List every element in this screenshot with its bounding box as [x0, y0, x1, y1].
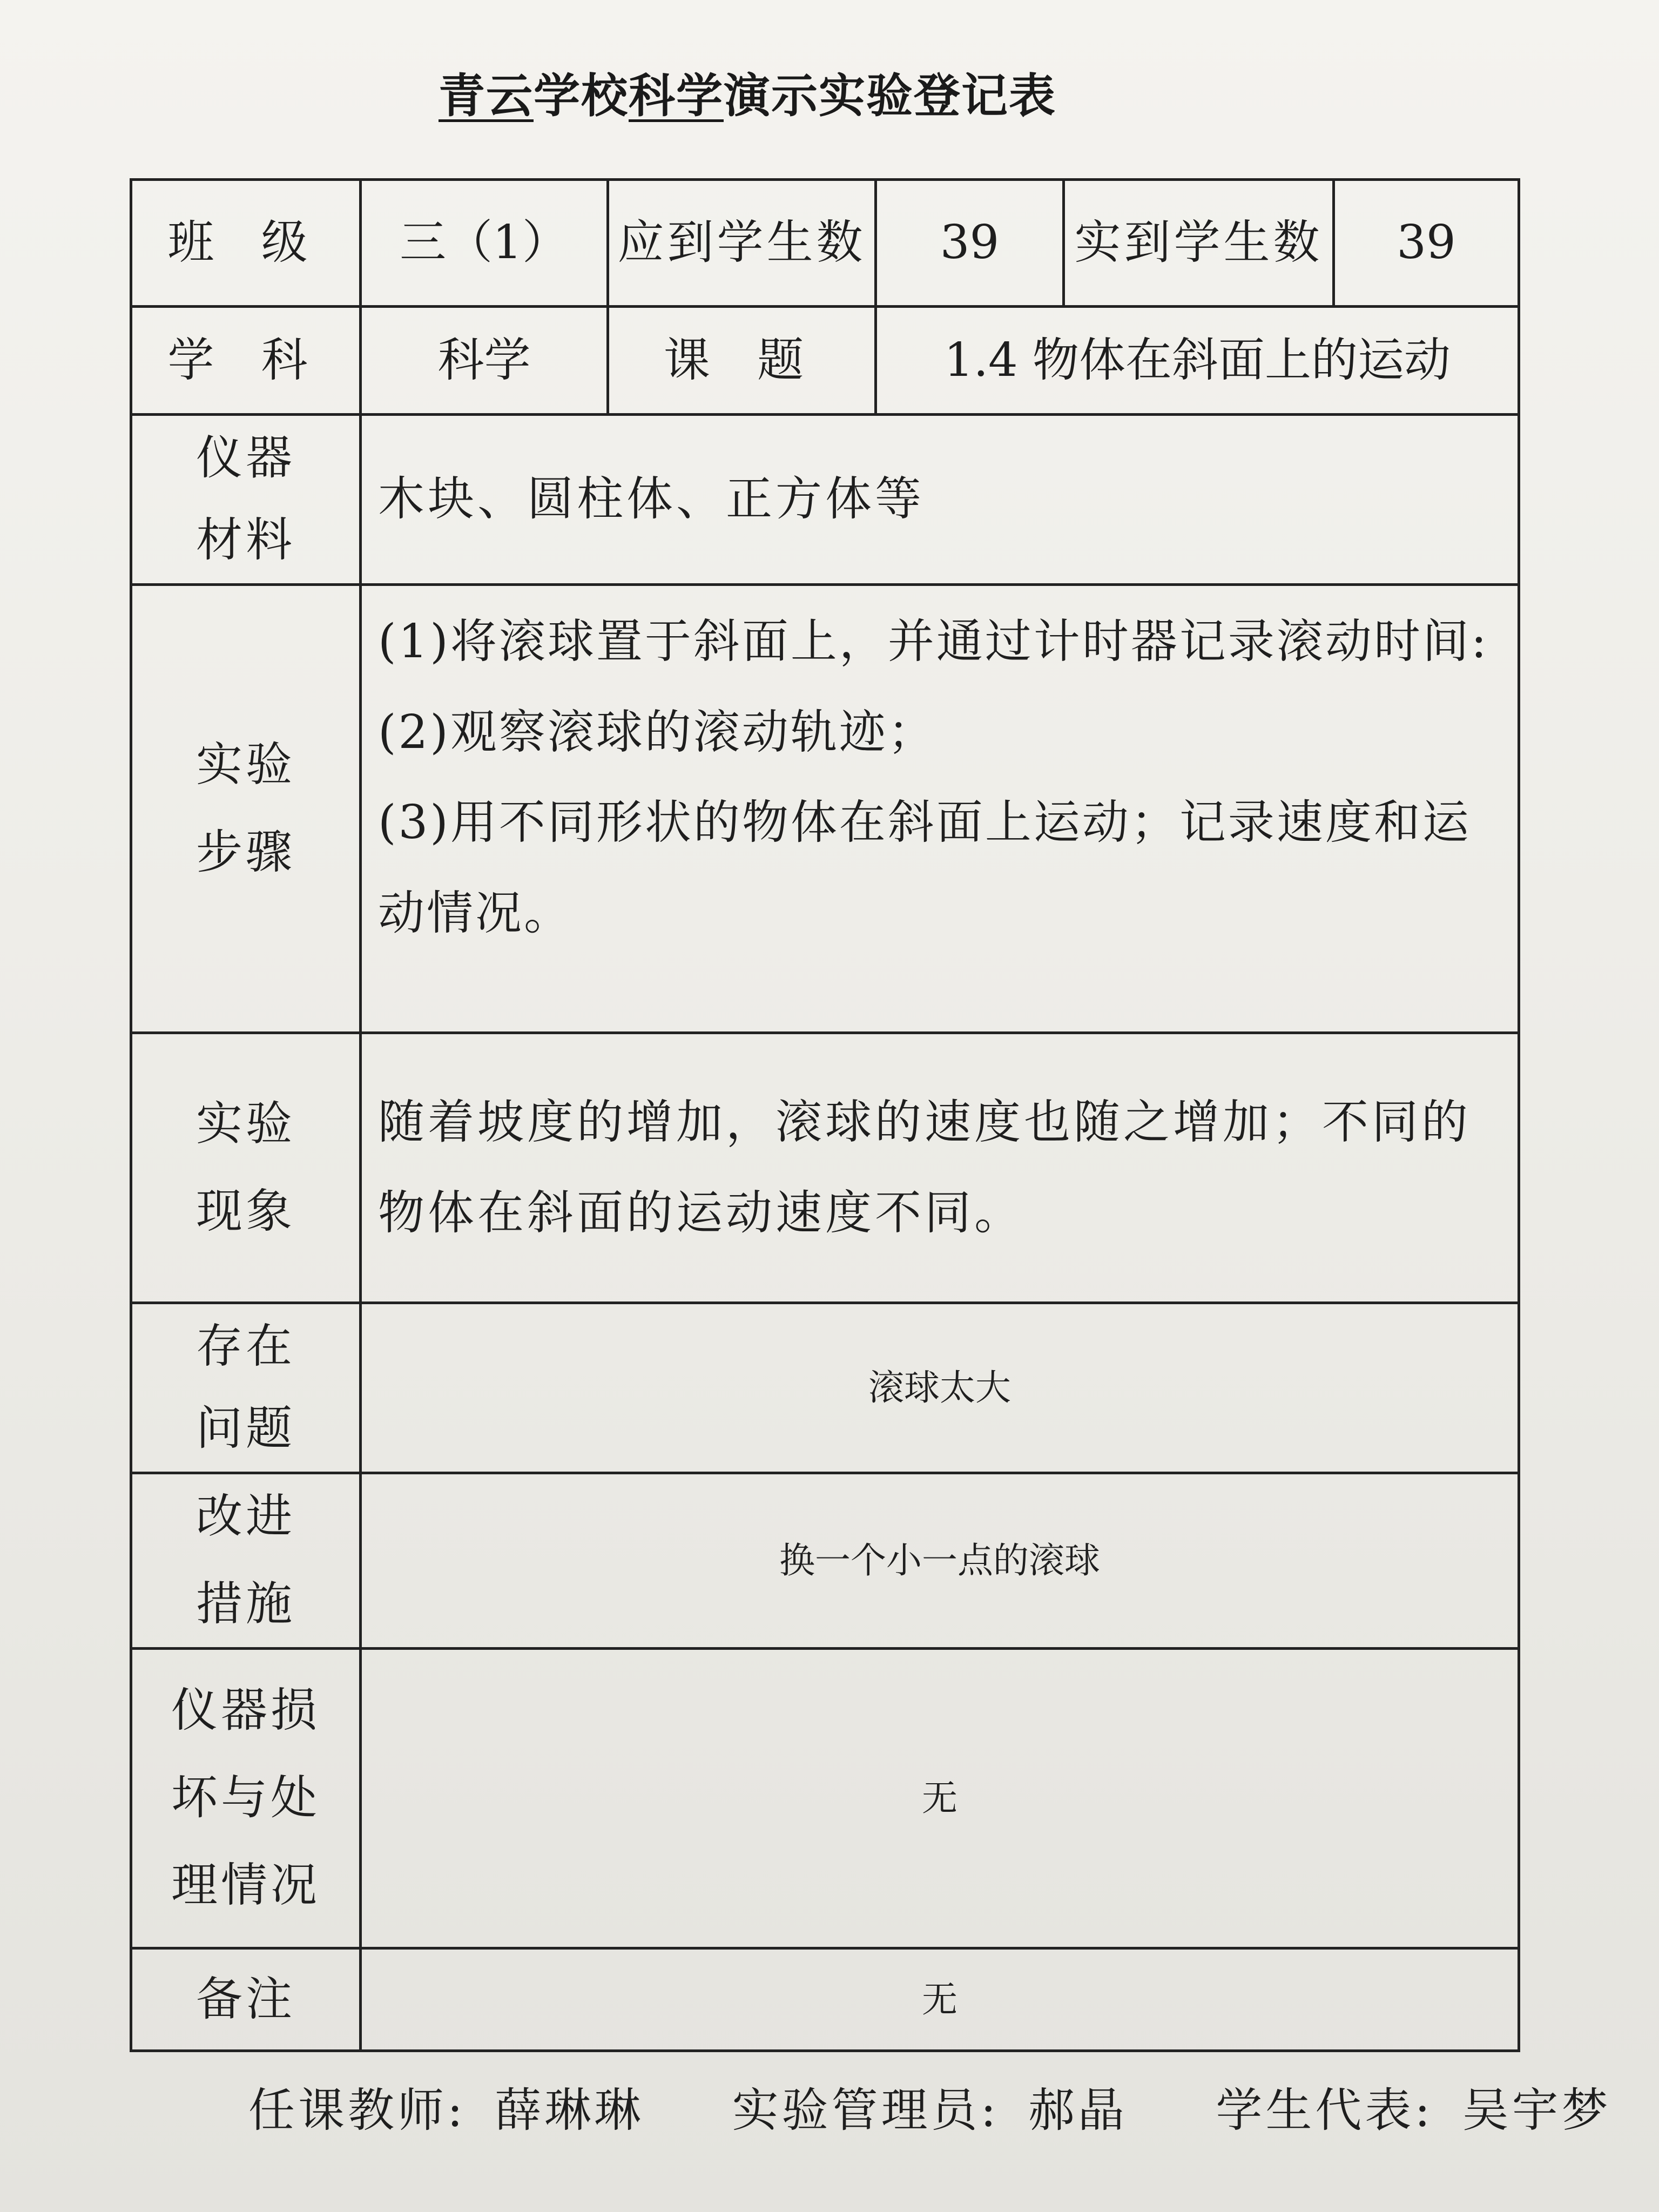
improvements-label-line2: 措施 — [196, 1577, 295, 1631]
student-rep-label: 学生代表: — [1216, 2083, 1434, 2137]
teacher-name: 薛琳琳 — [495, 2083, 644, 2137]
class-value: 三（1） — [361, 180, 608, 307]
lab-admin-label: 实验管理员: — [732, 2083, 1000, 2137]
topic-label: 课 题 — [608, 307, 876, 415]
step-item-1: (1)将滚球置于斜面上，并通过计时器记录滚动时间: — [378, 615, 1489, 669]
steps-label-line2: 步骤 — [196, 825, 295, 879]
remarks-value: 无 — [361, 1948, 1519, 2051]
teacher-label: 任课教师: — [248, 2083, 466, 2137]
problems-label — [131, 1303, 361, 1473]
problems-label-line1: 存在 — [196, 1319, 295, 1374]
phenomenon-label-line1: 实验 — [196, 1096, 295, 1151]
problems-value: 滚球太大 — [361, 1303, 1519, 1473]
damage-label-line1: 仪器损 — [171, 1683, 320, 1738]
topic-value: 1.4 物体在斜面上的运动 — [876, 307, 1519, 415]
steps-list — [361, 585, 1519, 1033]
expected-students-value: 39 — [876, 180, 1064, 307]
materials-row — [131, 415, 1519, 585]
lab-admin-name: 郝晶 — [1028, 2083, 1128, 2137]
phenomenon-row — [131, 1033, 1519, 1303]
damage-row — [131, 1649, 1519, 1948]
improvements-row — [131, 1473, 1519, 1649]
materials-label-line1: 仪器 — [196, 431, 295, 485]
actual-students-label: 实到学生数 — [1064, 180, 1334, 307]
expected-students-label: 应到学生数 — [608, 180, 876, 307]
step-item-3: (3)用不同形状的物体在斜面上运动；记录速度和运动情况。 — [378, 795, 1471, 941]
title-suffix: 演示实验登记表 — [724, 69, 1056, 123]
remarks-label: 备注 — [131, 1948, 361, 2051]
actual-students-value: 39 — [1334, 180, 1519, 307]
subject-row — [131, 307, 1519, 415]
materials-value: 木块、圆柱体、正方体等 — [361, 415, 1519, 585]
materials-label-line2: 材料 — [196, 513, 295, 567]
registration-table — [130, 178, 1520, 2052]
title-school-word: 学校 — [534, 69, 629, 123]
steps-label-line1: 实验 — [196, 737, 295, 792]
steps-label — [131, 585, 361, 1033]
damage-label-line2: 坏与处 — [171, 1771, 320, 1825]
class-row — [131, 180, 1519, 307]
problems-row — [131, 1303, 1519, 1473]
improvements-label — [131, 1473, 361, 1649]
student-rep-name: 吴宇梦 — [1462, 2083, 1611, 2137]
step-item-2: (2)观察滚球的滚动轨迹； — [378, 705, 936, 759]
remarks-row — [131, 1948, 1519, 2051]
damage-label-line3: 理情况 — [171, 1858, 320, 1912]
phenomenon-label-line2: 现象 — [196, 1184, 295, 1238]
title-school-name: 青云 — [439, 69, 534, 123]
phenomenon-label — [131, 1033, 361, 1303]
signature-footer — [248, 2073, 1622, 2140]
damage-label — [131, 1649, 361, 1948]
improvements-value: 换一个小一点的滚球 — [361, 1473, 1519, 1649]
problems-label-line2: 问题 — [196, 1401, 295, 1455]
title-subject: 科学 — [629, 69, 724, 123]
phenomenon-value: 随着坡度的增加，滚球的速度也随之增加；不同的物体在斜面的运动速度不同。 — [361, 1033, 1519, 1303]
steps-row — [131, 585, 1519, 1033]
damage-value: 无 — [361, 1649, 1519, 1948]
subject-label: 学 科 — [131, 307, 361, 415]
subject-value: 科学 — [361, 307, 608, 415]
materials-label — [131, 415, 361, 585]
document-title — [439, 58, 1056, 125]
improvements-label-line1: 改进 — [196, 1489, 295, 1544]
class-label: 班 级 — [131, 180, 361, 307]
